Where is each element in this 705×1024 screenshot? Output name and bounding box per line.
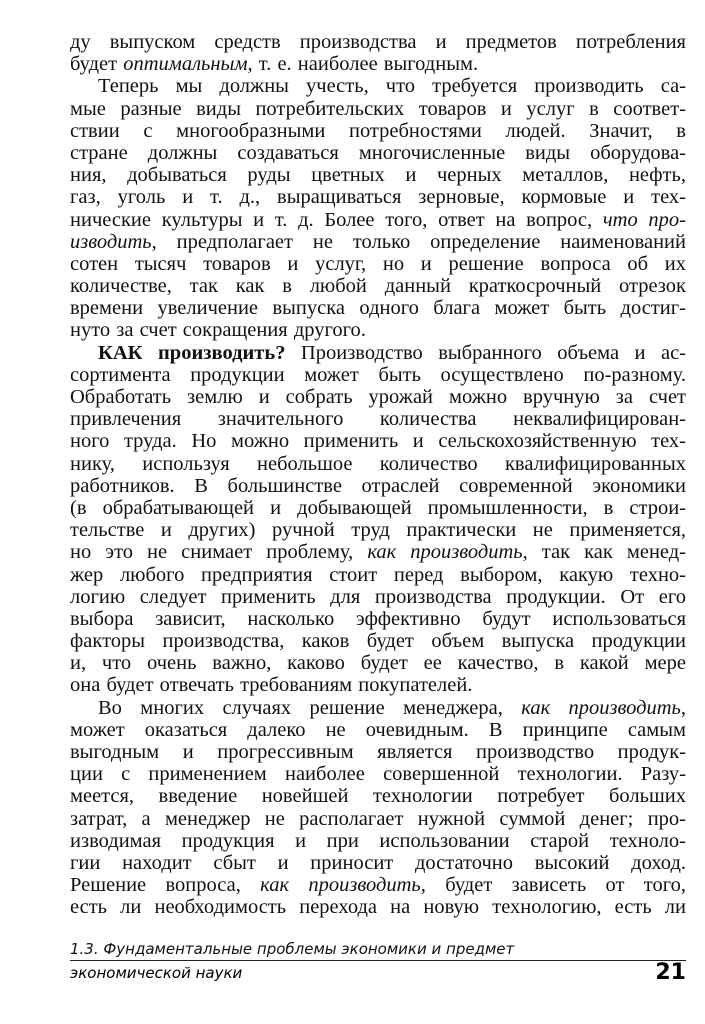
text-line [70, 253, 686, 275]
text-line [70, 874, 686, 896]
text-span: меется, введение новейшей технологии потребует больших [70, 785, 686, 808]
text-span: газ, уголь и т. д., выращиваться зерновые, кормовые и тех- [70, 186, 686, 209]
text-span: времени увеличение выпуска одного блага может быть достиг- [70, 297, 686, 320]
text-span: факторы производства, каков будет объем выпуска продукции [70, 630, 686, 653]
text-span: Обработать землю и собрать урожай можно вручную за счет [70, 386, 686, 408]
text-line [70, 608, 686, 630]
text-span: ствии с многообразными потребностями людей. Значит, в [70, 119, 686, 142]
text-line [70, 319, 686, 341]
text-line [70, 209, 686, 231]
bold-heading: КАК производить? [98, 341, 286, 364]
text-span: затрат, а менеджер не располагает нужной суммой денег; про- [70, 807, 686, 830]
body-text [70, 31, 686, 919]
text-line [70, 697, 686, 719]
italic-text: оптимальным [123, 53, 248, 76]
text-span: , т. е. наиболее выгодным. [247, 53, 479, 76]
text-span: тельстве и других) ручной труд практически не применяется, [70, 519, 686, 542]
text-line [70, 75, 686, 97]
text-line [70, 741, 686, 763]
text-span: выбора зависит, насколько эффективно будут использоваться [70, 607, 686, 630]
italic-text: что про- [602, 208, 686, 231]
text-span: Теперь мы должны учесть, что требуется производить са- [98, 75, 686, 98]
page-number: 21 [655, 960, 686, 985]
text-span: количестве, так как в любой данный краткосрочный отрезок [70, 275, 686, 298]
text-span: привлечения значительного количества неквалифицирован- [70, 408, 686, 431]
text-line [70, 342, 686, 364]
text-span: ного труда. Но можно применить и сельскохозяйственную тех- [70, 430, 686, 453]
text-span: стране должны создаваться многочисленные виды оборудова- [70, 141, 686, 164]
running-footer [70, 938, 686, 987]
text-span: работников. В большинстве отраслей современной экономики [70, 474, 686, 497]
text-line [70, 297, 686, 319]
text-line [70, 186, 686, 208]
text-span: (в обрабатывающей и добывающей промышленности, в строи- [70, 496, 686, 519]
text-span: и, что очень важно, каково будет ее качество, в какой мере [70, 652, 686, 675]
text-line [70, 830, 686, 852]
text-span: , предполагает не только определение наименований [151, 230, 686, 253]
text-span: может оказаться далеко не очевидным. В принципе самым [70, 718, 686, 741]
text-span: нику, используя небольшое количество квалифицированных [70, 452, 686, 475]
text-span: Производство выбранного объема и ас- [285, 341, 686, 364]
text-span: сортимента продукции может быть осуществлено по-разному. [70, 363, 686, 386]
section-title-line1: 1.3. Фундаментальные проблемы экономики и предмет [70, 940, 515, 958]
text-line [70, 408, 686, 430]
text-line [70, 586, 686, 608]
text-span: выгодным и прогрессивным является производство продук- [70, 741, 686, 763]
text-line [70, 652, 686, 674]
text-line [70, 808, 686, 830]
text-line [70, 541, 686, 563]
text-span: будет [70, 53, 124, 76]
text-line [70, 497, 686, 519]
text-span: мые разные виды потребительских товаров и услуг в соответ- [70, 97, 686, 120]
text-line [70, 120, 686, 142]
text-span: ции с применением наиболее совершенной технологии. Разу- [70, 763, 686, 786]
text-line [70, 564, 686, 586]
text-line [70, 719, 686, 741]
text-line [70, 630, 686, 652]
text-line [70, 896, 686, 918]
text-line [70, 53, 686, 75]
italic-text: как производить [367, 541, 523, 564]
text-span: нуто за счет сокращения другого. [70, 319, 366, 342]
text-line [70, 164, 686, 186]
text-span: логию следует применить для производства продукции. От его [70, 585, 686, 608]
text-line [70, 475, 686, 497]
text-line [70, 763, 686, 785]
text-line [70, 453, 686, 475]
text-span: , [680, 696, 686, 719]
text-span: Во многих случаях решение менеджера, [98, 696, 522, 719]
text-span: ния, добываться руды цветных и черных металлов, нефть, [70, 164, 686, 187]
italic-text: изводить [70, 230, 152, 253]
text-span: ду выпуском средств производства и предметов потребления [70, 31, 686, 53]
text-line [70, 852, 686, 874]
text-span: , так как менед- [522, 541, 687, 564]
text-line [70, 785, 686, 807]
text-line [70, 142, 686, 164]
text-line [70, 519, 686, 541]
text-line [70, 364, 686, 386]
text-line [70, 98, 686, 120]
text-span: сотен тысяч товаров и услуг, но и решение вопроса об их [70, 252, 686, 275]
italic-text: как производить [521, 696, 681, 719]
text-line [70, 430, 686, 452]
text-span: изводимая продукция и при использовании старой техноло- [70, 829, 686, 852]
text-span: жер любого предприятия стоит перед выбором, какую техно- [70, 563, 686, 586]
italic-text: как производить [260, 874, 421, 897]
text-line [70, 275, 686, 297]
text-span: гии находит сбыт и приносит достаточно высокий доход. [70, 851, 686, 874]
text-span: нические культуры и т. д. Более того, ответ на вопрос, [70, 208, 603, 231]
section-title-line2: экономической науки [70, 964, 243, 982]
text-span: Решение вопроса, [70, 874, 261, 897]
text-span: она будет отвечать требованиям покупателей. [70, 674, 473, 697]
text-span: но это не снимает проблему, [70, 541, 368, 564]
text-line [70, 674, 686, 696]
text-line [70, 386, 686, 408]
text-line [70, 31, 686, 53]
text-span: , будет зависеть от того, [420, 874, 687, 897]
text-span: есть ли необходимость перехода на новую технологию, есть ли [70, 896, 686, 919]
text-line [70, 231, 686, 253]
